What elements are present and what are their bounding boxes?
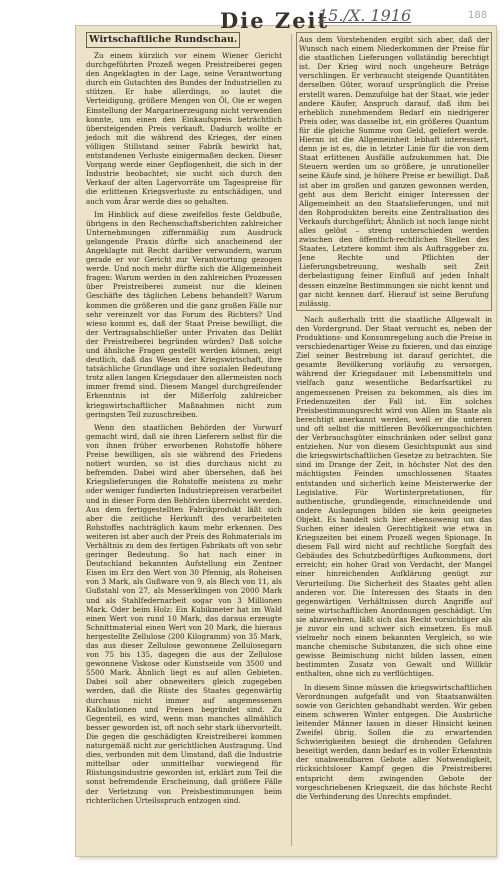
- archive-number: 188: [468, 10, 488, 21]
- article-paragraph: In diesem Sinne müssen die kriegswirtschaftlichen Verordnungen aufgefaßt und von Staatsanwälten sowie von Gerichten gehandhabt werden. Wir geben einem schweren Winter entgegen. Die Ausbrüche leitender Männer lassen in dieser Hinsicht keinen Zweifel übrig. Sollen die zu erwartenden Schwierigkeiten besiegt die drohenden Gefahren beseitigt werden, dann bedarf es in voller Erkenntnis der unabwendbaren Gebote aller Notwendigkeit, rücksichtsloser Kampf gegen die Preistreiberei entspricht dem zwingenden Gebote der vorgeschriebenen Kriegszeit, die das höchste Recht die Verhinderung des Unrechts empfindet.: [296, 682, 492, 801]
- article-paragraph: Nach außerhalb tritt die staatliche Allgewalt in den Vordergrund. Der Staat versucht es, neben der Produktions- und Konsumregelung auch die Preise in verschiedenartiger Weise zu fixieren, und das einzige Ziel seiner Bestrebung ist darauf gerichtet, die gesamte Bevölkerung vorläufig zu versorgen, während der Kriegsdauer mit Lebensmitteln und vielfach ganz wesentliche Bedarfsartikel zu angemessenen Preisen zu bekommen, als dies im Friedenszeiten der Fall ist. Ein solches Preisbestimmungsrecht wird von Allen im Staate als berechtigt anerkannt werden, weil er die unteren und oft selbst die mittleren Bevölkerungsschichten der Verbrauchsgüter einschränken oder selbst ganz entziehen. Nur von diesem Gesichtspunkt aus sind die kriegswirtschaftlichen Gesetze zu betrachten. Sie sind im Drange der Zeit, in höchster Not des den mächtigsten Feinden umschlossenen Staates entstanden und sicherlich keine Meisterwerke der Legislative. Für Wortinterpretationen, für authentische, grundlegende, einschneidende und andere Auslegungen bilden sie kein geeignetes Objekt. Es handelt sich hier ebensowenig um das Suchen einer idealen Gerechtigkeit wie etwa in Kriegszeiten bei einem Prozeß wegen Spionage. In diesem Fall wird nicht auf rechtliche Sorgfalt des Gebäudes des Schutzbedürftiges Aufkommens, dort erreicht; ein hoher Grad von Verdacht, der Mangel einer hinreichenden Aufklärung genügt zur Verurteilung. Die Sicherheit des Staates geht allen anderen vor. Die Interessen des Staats in den gegenwärtigen Verhältnissen durch Angriffe auf seine wirtschaftlichen Anordnungen geschädigt. Um sie abzuwehren, läßt sich das Recht vorsichtiger als je zuvor ein und schwer sich einsetzen. Es muß vielmehr noch einem bekannten Vergleich, so wie manche chemische Substanzen, die sich ohne eine gewisse Beimischung nicht bilden lassen, einen bestimmten Zusatz von Gewalt und Willkür enthalten, ohne sich zu verflüchtigen.: [296, 314, 492, 679]
- article-paragraph: Wenn den staatlichen Behörden der Vorwurf gemacht wird, daß sie ihren Lieferern selbst für die von ihnen früher erworbenen Rohstoffe höhere Preise bewilligen, als sie während des Friedens notiert wurden, so ist dies durchaus nicht zu befremden. Dabei wird aber übersehen, daß bei Kriegslieferungen die Rohstoffe meistens zu mehr oder weniger fundierten Industriepreisen verarbeitet und in dieser Form den Behörden überreicht werden. Aus dem fertiggestellten Fabrikprodukt läßt sich aber die zeitliche Herkunft des verarbeiteten Rohstoffes nachträglich kaum mehr erkennen. Des weiteren ist aber auch der Preis des Rohmaterials im Verhältnis zu dem des fertigen Fabrikats oft von sehr geringer Bedeutung. So hat nach einer in Deutschland bekannten Aufstellung ein Zentner Eisen im Erz den Wert von 30 Pfennig, als Roheisen von 3 Mark, als Gußware von 9, als Blech von 11, als Gußstahl von 27, als Messerklingen von 2000 Mark und als Stahlfedernarbeit sogar von 3 Millionen Mark. Oder beim Holz: Ein Kubikmeter hat im Wald einen Wert von rund 10 Mark, das daraus erzeugte Schnittmaterial einen Wert von 20 Mark, die hieraus hergestellte Zellulose (200 Kilogramm) von 35 Mark, das aus dieser Zellulose gewonnene Zellulosegarn von 75 bis 135, dagegen die aus der Zellulose gewonnene Viskose oder Kunstseide von 3500 und 5500 Mark. Ähnlich liegt es auf allen Gebieten. Dabei soll aber ohneweiters gleich zugegeben werden, daß die Rüste des Staates gegenwärtig durchaus nicht immer auf angemessenen Kalkulationen und Preisen begründet sind. Zu Gegenteil, es wird, wenn man manches allmählich besser geworden ist, oft noch sehr stark übervorteilt. Die gegen die geschädigten Kreistreiberei kommen naturgemäß nicht zur gerichtlichen Austragung. Und dies, verbunden mit dem Umstand, daß die Industrie mittelbar oder unmittelbar vorwiegend für Rüstungsindustrie geworden ist, erklärt zum Teil die sonst befremdende Erscheinung, daß größere Fälle der Verletzung von Preisbestimmungen beim richterlichen Urteilsspruch entzogen sind.: [86, 422, 282, 805]
- article-left-column: [86, 32, 282, 809]
- article-right-column: [296, 32, 492, 805]
- article-title: Wirtschaftliche Rundschau.: [86, 32, 240, 48]
- column-divider: [291, 34, 292, 846]
- handwritten-date: 15./X. 1916: [318, 6, 412, 25]
- article-paragraph: Zu einem kürzlich vor einem Wiener Gericht durchgeführten Prozeß wegen Preistreiberei gegen den Angeklagten in der Lage, seine Verantwortung durch ein Gutachten des Bundes der Industriellen zu stützen. Er habe allerdings, so lautet die Verteidigung, größere Mengen von Öl, Oie er wegen Einstellung der Margarinerzeugung nicht verwenden konnte, um einen den Einkaufspreis beträchtlich übersteigenden Preis verkauft. Dadurch wollte er jedoch mit die während des Krieges, der einen völligen Stillstand seiner Fabrik bewirkt hat, entstandenen Verluste einigermaßen decken. Dieser Vorgang werde einer Gepflogenheit, die sich in der Industrie beobachtet; sie sucht sich durch den Verkauf der alten Lagervorräte um Tagespreise für die erlittenen Kriegsverluste zu entschädigen, und auch vom Ärar werde dies so gehalten.: [86, 51, 282, 206]
- newspaper-masthead: Die Zeit: [220, 8, 330, 33]
- article-paragraph: Aus dem Vorstehenden ergibt sich aber, daß der Wunsch nach einem Niederkommen der Preise für die staatlichen Lieferungen vollständig berechtigt ist. Der Krieg wird noch ungeheure Beträge verschlingen. Er verbraucht steigende Quantitäten derselben Güter, worauf ursprünglich die Preise erstellt waren. Demzufolge hat der Staat, wie jeder andere Käufer, Anspruch darauf, daß ihm bei erheblich zunehmendem Bedarf ein niedrigerer Preis oder, was dasselbe ist, ein größeres Quantum für die gleiche Summe von Geld, geliefert werde. Hieran ist die Allgemeinheit lebhaft interessiert, denn je ist es, die in letzter Linie für die von dem Staat erlittenen Ausfälle aufzukommen hat. Die Steuern werden um so größere, je unrationeller seine Käufe sind, je höhere Preise er bewilligt. Daß ist aber im großen und ganzen gewonnen werden, geht aus dem Bericht einiger Interessen der Allgemeinheit an den Staatslieferungen, und mit den Rohprodukten bereits eine Zentralisation des Verkaufs durchgeführt; Ähnlich ist noch lange nicht alles gelöst – streng unterschieden werden zwischen den öffentlich-rechtlichen Stellen des Staates, Letztere kommt ihm als Auftraggeber zu. Jene Rechte und Pflichten der Lieferungsbetreuung, weshalb seit Zeit derbelastigung feiner Einfluß auf jeden Inhalt dessen einzelne Bestimmungen sie nicht kennt und gar nicht kennen darf. Hierauf ist seine Berufung zulässig.: [296, 32, 492, 311]
- article-paragraph: Im Hinblick auf diese zweifellos feste Geldbuße, übrigens in den Rechenschaftsberichten zahlreicher Unternehmungen ziffernmäßig zum Ausdruck gelangende Praxis dürfte sich anscheinend der Angeklagte mit Recht darüber verwundern, warum gerade er vor Gericht zur Verantwortung gezogen werde. Und noch mehr dürfte sich die Allgemeinheit fragen: Warum werden in den zahlreichen Prozessen über Preistreiberei zumeist nur die kleinen Geschäfte des täglichen Lebens behandelt? Warum kommen die größeren und die ganz großen Fälle nur sehr vereinzelt vor das Forum des Richters? Und wieso kommt es, daß der Staat Preise bewilligt, die der Vertragsabschließer unter Privaten das Delikt der Preistreiberei begründen würden? Daß solche und ähnliche Fragen gestellt werden können, zeigt deutlich, daß das Wesen der Kriegswirtschaft, ihre tatsächliche Grundlage und ihre sozialen Bedeutung trotz allen langen Kriegsdauer den allermeisten noch immer fremd sind. Diesem Mangel durchgreifender Erkenntnis ist der Mißerfolg zahlreicher kriegswirtschaftlicher Maßnahmen nicht zum geringsten Teil zuzuschreiben.: [86, 209, 282, 419]
